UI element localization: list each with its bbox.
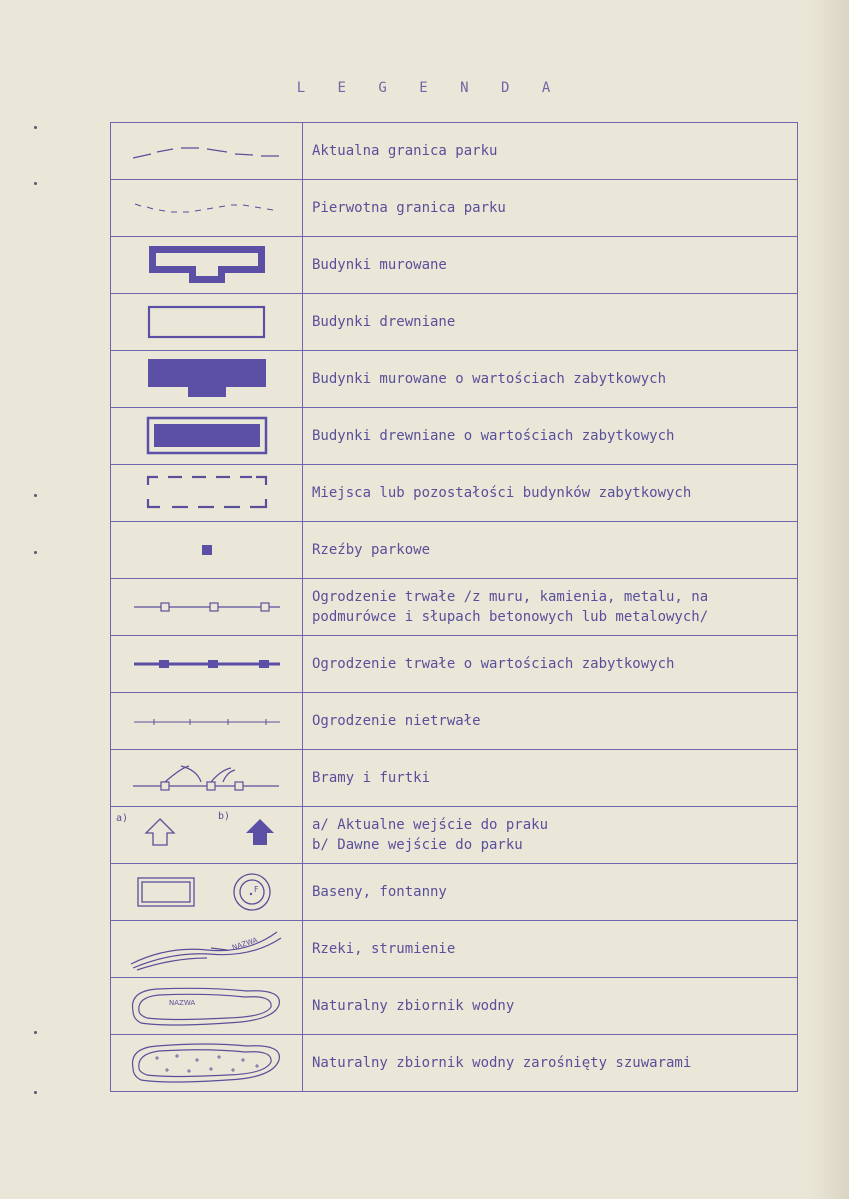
gate-icon: [131, 758, 283, 798]
former-entrance-icon: [246, 819, 274, 845]
temporary-fence-icon: [132, 711, 282, 731]
historic-fence-icon: [132, 654, 282, 674]
legend-description: Baseny, fontanny: [303, 864, 798, 921]
building-remains-icon: [146, 473, 268, 513]
reed-pond-icon: [127, 1038, 287, 1088]
pond-name-label: NAZWA: [168, 999, 195, 1007]
table-row: [111, 123, 798, 180]
legend-description: Budynki drewniane o wartościach zabytkowych: [303, 408, 798, 465]
table-row: [111, 237, 798, 294]
margin-dot: [34, 1091, 37, 1094]
table-row: [111, 693, 798, 750]
legend-description: Aktualna granica parku: [303, 123, 798, 180]
legend-description: Ogrodzenie trwałe /z muru, kamienia, metalu, na: [312, 589, 709, 605]
legend-description: Pierwotna granica parku: [303, 180, 798, 237]
historic-brick-building-icon: [146, 357, 268, 401]
legend-description: Miejsca lub pozostałości budynków zabytkowych: [303, 465, 798, 522]
legend-description: Bramy i furtki: [303, 750, 798, 807]
table-row: [111, 807, 798, 864]
original-boundary-icon: [127, 193, 287, 223]
table-row: [111, 522, 798, 579]
pond-icon: [127, 981, 287, 1031]
current-boundary-icon: [127, 136, 287, 166]
historic-wooden-building-icon: [146, 416, 268, 456]
entrance-label-a: a): [115, 813, 128, 824]
legend-description-continued: b/ Dawne wejście do parku: [312, 837, 523, 853]
margin-dot: [34, 126, 37, 129]
permanent-fence-icon: [132, 597, 282, 617]
svg-text:F: F: [253, 885, 259, 894]
brick-building-icon: [147, 243, 267, 287]
page-edge-shadow: [809, 0, 849, 1199]
table-row: [111, 864, 798, 921]
table-row: [111, 351, 798, 408]
entrance-label-b: b): [217, 811, 230, 822]
table-row: [111, 1035, 798, 1092]
entrance-arrows-icon: [114, 807, 300, 863]
table-row: [111, 636, 798, 693]
margin-dot: [34, 1031, 37, 1034]
legend-description: Budynki murowane: [303, 237, 798, 294]
table-row: [111, 978, 798, 1035]
legend-description: Naturalny zbiornik wodny zarośnięty szuwarami: [303, 1035, 798, 1092]
legend-description-continued: podmurówce i słupach betonowych lub metalowych/: [312, 609, 709, 625]
margin-dot: [34, 494, 37, 497]
legend-description: Ogrodzenie trwałe o wartościach zabytkowych: [303, 636, 798, 693]
table-row: [111, 921, 798, 978]
page-title: L E G E N D A: [296, 80, 563, 96]
table-row: [111, 294, 798, 351]
legend-description: Budynki murowane o wartościach zabytkowych: [303, 351, 798, 408]
legend-description: Rzeki, strumienie: [303, 921, 798, 978]
legend-description: a/ Aktualne wejście do praku: [312, 817, 549, 833]
pool-fountain-icon: [132, 870, 282, 914]
margin-dot: [34, 182, 37, 185]
sculpture-icon: [197, 540, 217, 560]
margin-dot: [34, 551, 37, 554]
legend-description: Rzeźby parkowe: [303, 522, 798, 579]
table-row: [111, 465, 798, 522]
river-name-label: NAZWA: [230, 936, 258, 952]
river-icon: [127, 924, 287, 974]
wooden-building-icon: [147, 304, 267, 340]
legend-table: [110, 122, 798, 1092]
table-row: [111, 579, 798, 636]
legend-description: Ogrodzenie nietrwałe: [303, 693, 798, 750]
legend-description: Budynki drewniane: [303, 294, 798, 351]
legend-description: Naturalny zbiornik wodny: [303, 978, 798, 1035]
current-entrance-icon: [146, 819, 174, 845]
table-row: [111, 408, 798, 465]
table-row: [111, 750, 798, 807]
table-row: [111, 180, 798, 237]
